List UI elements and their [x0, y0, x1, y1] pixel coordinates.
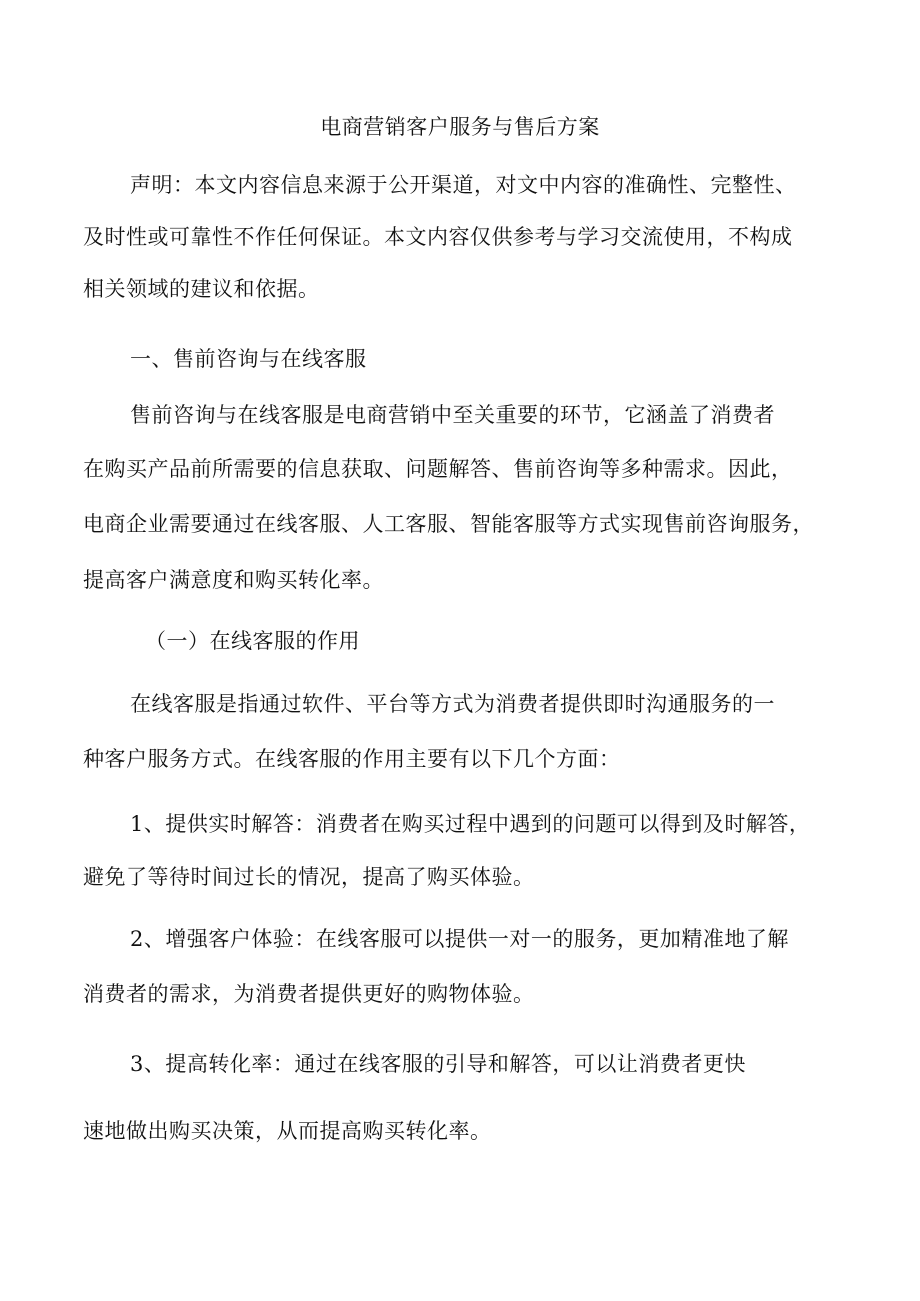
disclaimer-line-3: 相关领域的建议和依据。: [83, 277, 320, 301]
item-2-line-2: 消费者的需求，为消费者提供更好的购物体验。: [83, 982, 535, 1006]
section-1-paragraph-line-2: 在购买产品前所需要的信息获取、问题解答、售前咨询等多种需求。因此，: [83, 457, 793, 481]
item-1-line-2: 避免了等待时间过长的情况，提高了购买体验。: [83, 865, 535, 889]
item-3-line-2: 速地做出购买决策，从而提高购买转化率。: [83, 1119, 492, 1143]
subsection-1-heading: （一）在线客服的作用: [145, 629, 360, 653]
section-1-paragraph-line-1: 售前咨询与在线客服是电商营销中至关重要的环节，它涵盖了消费者: [130, 403, 775, 427]
document-title: 电商营销客户服务与售后方案: [320, 115, 600, 139]
item-3-line-1: 3、提高转化率：通过在线客服的引导和解答，可以让消费者更快: [130, 1052, 746, 1076]
section-1-paragraph-line-4: 提高客户满意度和购买转化率。: [83, 568, 384, 592]
item-2-line-1: 2、增强客户体验：在线客服可以提供一对一的服务，更加精准地了解: [130, 927, 789, 951]
section-1-heading: 一、售前咨询与在线客服: [130, 347, 367, 371]
section-1-paragraph-line-3: 电商企业需要通过在线客服、人工客服、智能客服等方式实现售前咨询服务，: [83, 512, 814, 536]
item-1-line-1: 1、提供实时解答：消费者在购买过程中遇到的问题可以得到及时解答，: [130, 812, 811, 836]
subsection-1-intro-line-1: 在线客服是指通过软件、平台等方式为消费者提供即时沟通服务的一: [130, 692, 775, 716]
disclaimer-line-2: 及时性或可靠性不作任何保证。本文内容仅供参考与学习交流使用，不构成: [83, 225, 793, 249]
subsection-1-intro-line-2: 种客户服务方式。在线客服的作用主要有以下几个方面：: [83, 747, 621, 771]
disclaimer-line-1: 声明：本文内容信息来源于公开渠道，对文中内容的准确性、完整性、: [130, 173, 797, 197]
